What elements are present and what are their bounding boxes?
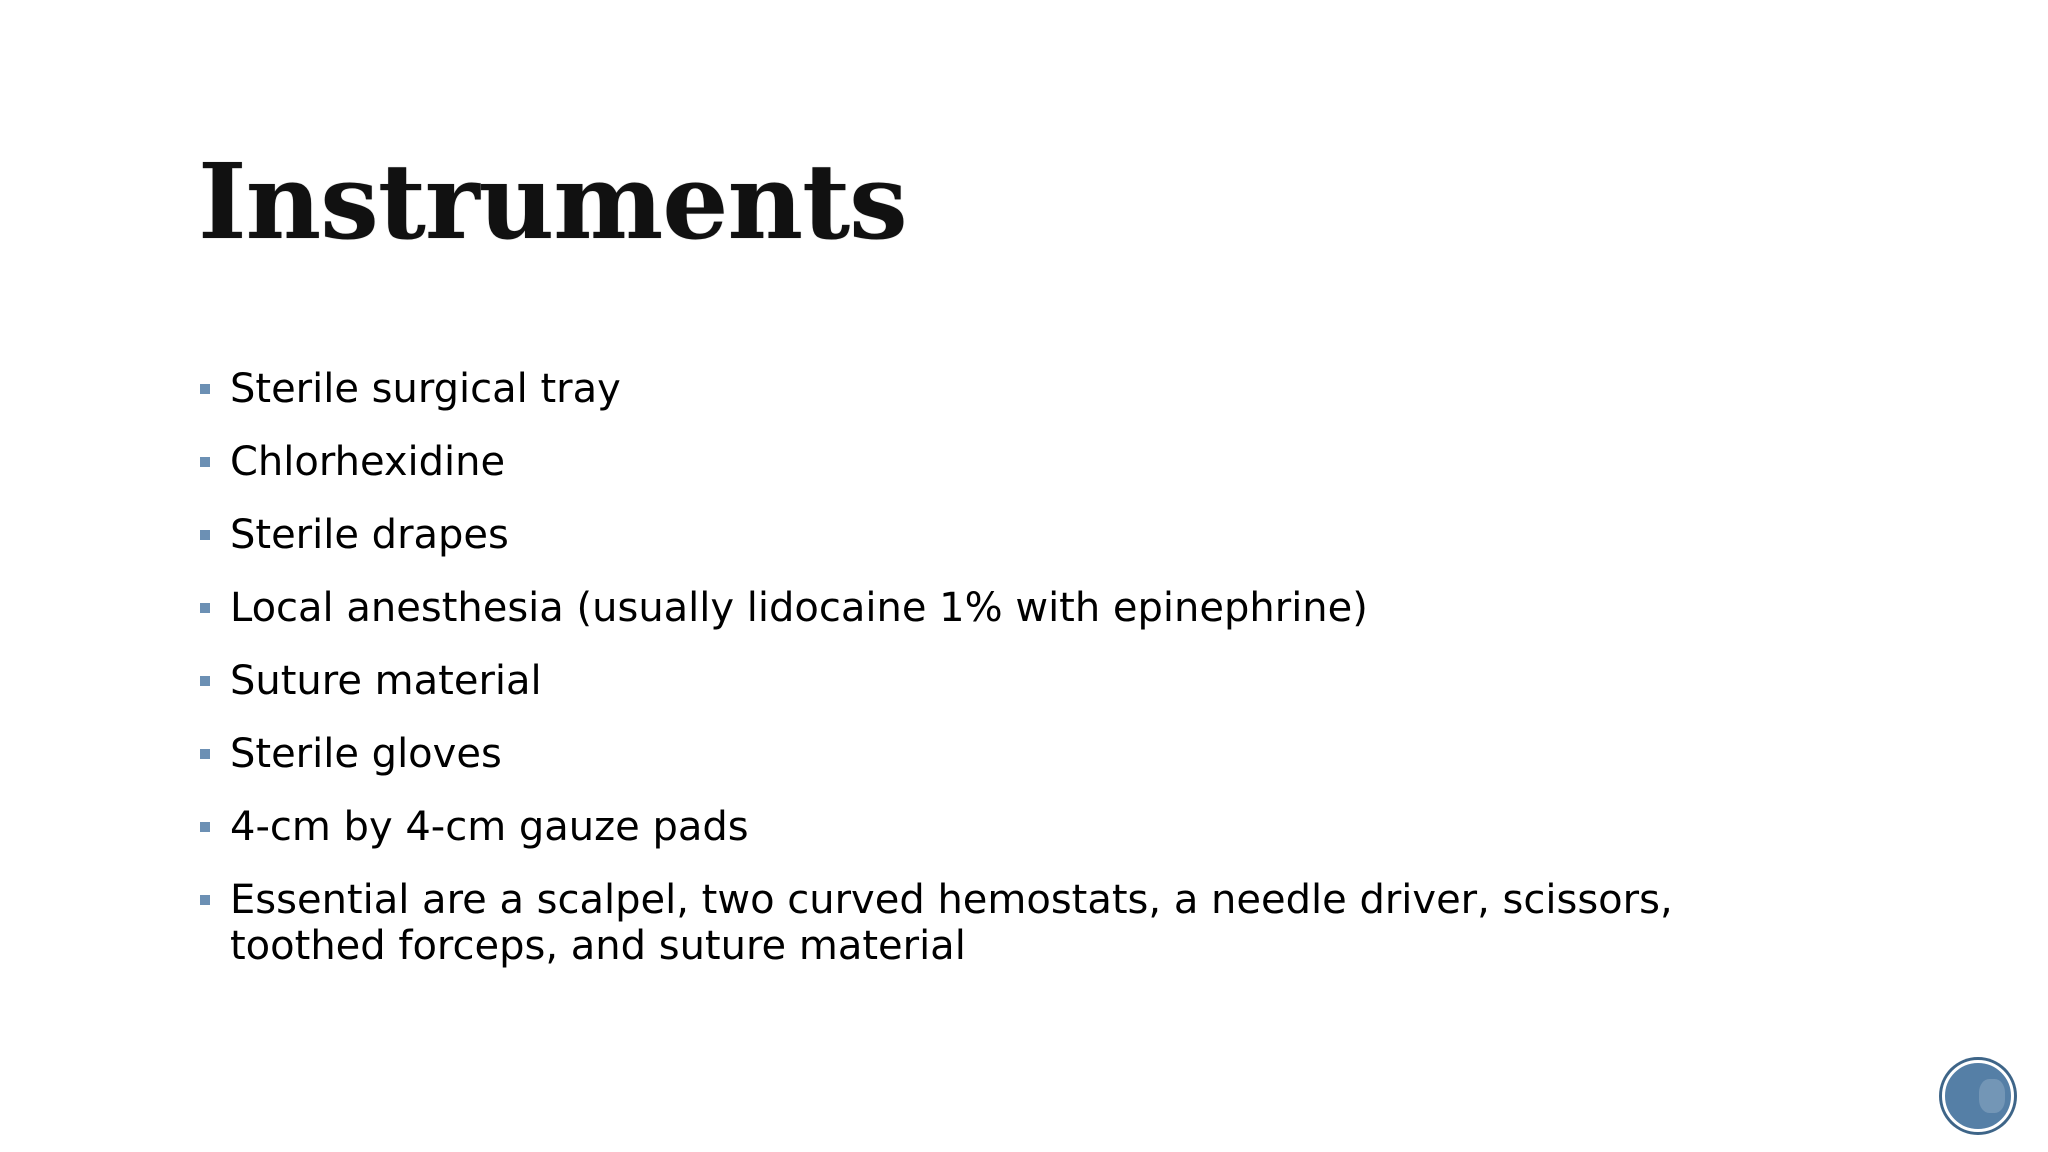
square-bullet-icon (200, 676, 210, 686)
bullet-item (198, 366, 1838, 412)
bullet-text: Sterile drapes (230, 512, 509, 558)
square-bullet-icon (200, 530, 210, 540)
bullet-item (198, 731, 1838, 777)
bullet-item (198, 439, 1838, 485)
bullet-text: Sterile surgical tray (230, 366, 621, 412)
square-bullet-icon (200, 895, 210, 905)
bullet-item (198, 512, 1838, 558)
bullet-text: Sterile gloves (230, 731, 502, 777)
bullet-item (198, 658, 1838, 704)
slide-number-badge-icon[interactable] (1942, 1060, 2014, 1132)
bullet-item (198, 877, 1838, 969)
bullet-list (198, 366, 1838, 996)
bullet-text: Suture material (230, 658, 542, 704)
square-bullet-icon (200, 603, 210, 613)
square-bullet-icon (200, 749, 210, 759)
square-bullet-icon (200, 822, 210, 832)
slide-title: Instruments (198, 140, 907, 263)
bullet-text: 4-cm by 4-cm gauze pads (230, 804, 749, 850)
bullet-text: Essential are a scalpel, two curved hemostats, a needle driver, scissors, toothed forceps, and suture material (230, 877, 1673, 969)
square-bullet-icon (200, 457, 210, 467)
bullet-text: Local anesthesia (usually lidocaine 1% with epinephrine) (230, 585, 1368, 631)
bullet-item (198, 804, 1838, 850)
bullet-text: Chlorhexidine (230, 439, 506, 485)
square-bullet-icon (200, 384, 210, 394)
bullet-item (198, 585, 1838, 631)
